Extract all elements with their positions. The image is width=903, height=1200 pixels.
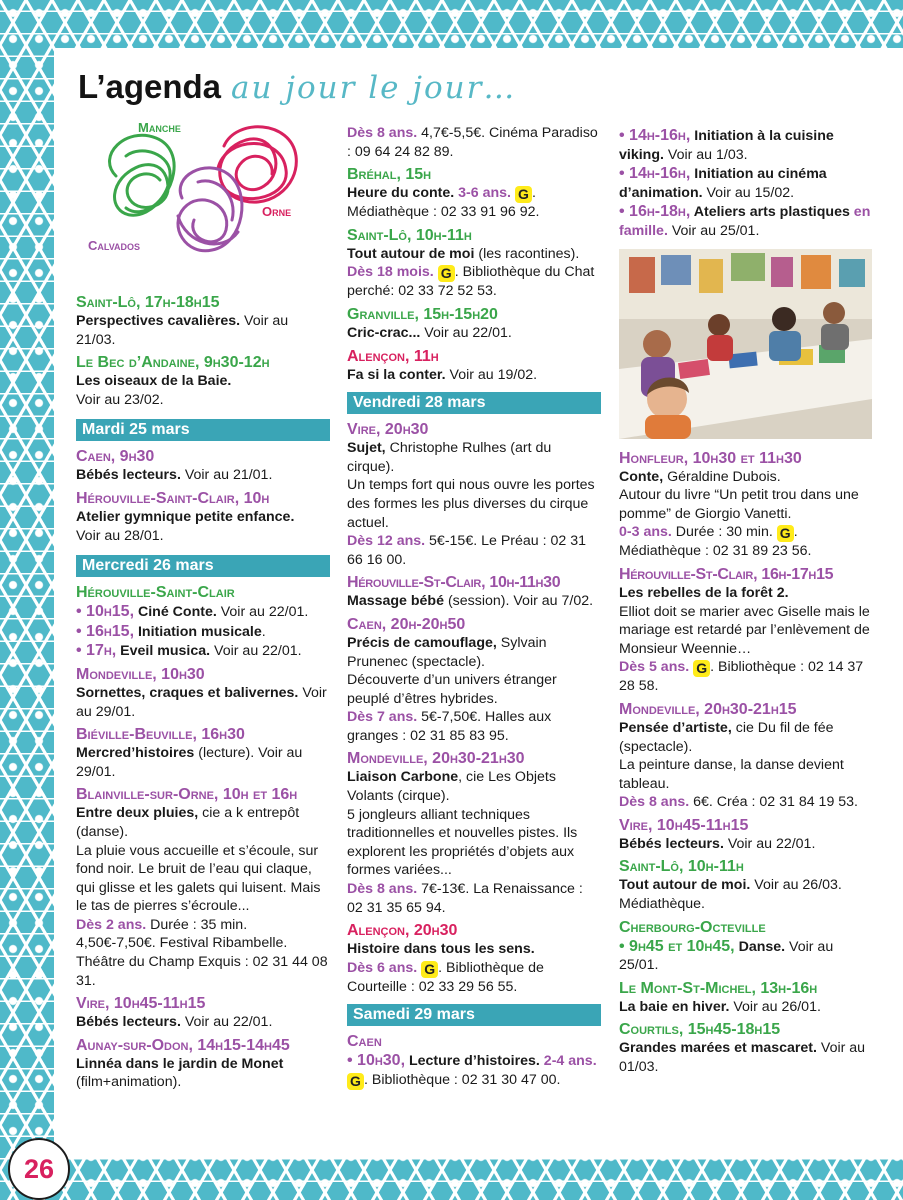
event-info: Voir au 15/02. (702, 184, 795, 201)
event-age: 2-4 ans. (539, 1053, 597, 1070)
event-practical: Durée : 35 min. 4,50€-7,50€. Festival Ribambelle. Théâtre du Champ Exquis : 02 31 44 08 31. (76, 916, 328, 989)
event-item (619, 918, 873, 975)
event-title: Mercred’histoires (76, 745, 195, 762)
event-location: Hérouville-St-Clair, 16h-17h15 (619, 565, 834, 583)
event-location: Cherbourg-Octeville (619, 918, 766, 936)
event-item (347, 749, 601, 917)
event-location: Courtils, 15h45-18h15 (619, 1021, 781, 1039)
event-practical: 5€-15€. Le Préau : 02 31 66 16 00. (347, 533, 587, 568)
event-info: Voir au 22/01. (723, 835, 816, 852)
title-main: L’agenda (78, 68, 222, 105)
event-title: Danse. (734, 938, 786, 955)
event-location: Honfleur, 10h30 et 11h30 (619, 449, 802, 467)
event-location: Caen, 9h30 (76, 448, 155, 466)
event-age: Dès 8 ans. (347, 125, 418, 141)
event-info: (les racontines). (474, 245, 580, 262)
event-time: • 9h45 et 10h45, (619, 937, 735, 955)
event-item (76, 1036, 330, 1092)
g-badge-icon: G (347, 1073, 364, 1090)
event-title: Les oiseaux de la Baie. (76, 373, 232, 390)
event-title: Cric-crac... (347, 324, 421, 341)
g-badge-icon: G (421, 961, 438, 978)
event-info: Voir au 25/01. (619, 938, 834, 974)
event-location: Hérouville-St-Clair, 10h-11h30 (347, 574, 561, 592)
event-item (347, 921, 601, 996)
event-title: Perspectives cavalières. (76, 313, 241, 329)
event-location: Biéville-Beuville, 16h30 (76, 726, 245, 744)
event-title: Sornettes, craques et balivernes. (76, 684, 299, 701)
day-header: Vendredi 28 mars (347, 392, 601, 414)
event-info: Sylvain Prunenec (spectacle). (347, 634, 547, 670)
event-item (619, 700, 873, 812)
event-info: Voir au 21/03. (76, 313, 289, 348)
event-item (347, 124, 601, 161)
event-info: Géraldine Dubois. (663, 468, 781, 485)
event-info: . (261, 623, 266, 640)
event-info: Voir au 26/01. (729, 998, 821, 1015)
event-practical: . Médiathèque : 02 33 91 96 92. (347, 185, 540, 221)
map-label-orne: Orne (262, 204, 292, 219)
event-age: Dès 8 ans. (347, 881, 418, 898)
event-item (619, 979, 873, 1017)
event-title: Les rebelles de la forêt 2. (619, 584, 789, 601)
event-info: cie Du fil de fée (spectacle). (619, 719, 834, 755)
event-location: Saint-Lô, 10h-11h (619, 858, 744, 876)
event-title: Liaison Carbone (347, 769, 459, 786)
event-time: • 17h, (76, 642, 117, 660)
event-description: Elliot doit se marier avec Giselle mais le mariage est retardé par l’enlèvement de Monsieur Weennie… (619, 603, 870, 657)
event-age: Dès 18 mois. (347, 264, 434, 281)
event-info: cie a k entrepôt (danse). (76, 805, 300, 840)
event-time: • 14h-16h, (619, 127, 691, 144)
event-info: (session). Voir au 7/02. (444, 593, 594, 610)
event-info: Voir au 28/01. (76, 527, 164, 544)
event-info: Voir au 23/02. (76, 391, 164, 408)
event-title: Fa si la conter. (347, 366, 446, 383)
event-title: Bébés lecteurs. (619, 835, 724, 852)
agenda-column-3 (619, 126, 873, 1081)
event-info: Voir au 21/01. (180, 467, 273, 484)
event-title: Heure du conte. (347, 185, 455, 202)
event-title: Initiation à la cuisine viking. (619, 128, 834, 163)
event-title: Lecture d’histoires. (405, 1053, 540, 1070)
g-badge-icon: G (438, 265, 455, 282)
day-header: Mercredi 26 mars (76, 555, 330, 577)
art-workshop-photo-image (619, 249, 872, 439)
event-practical: . Bibliothèque de Courteille : 02 33 29 56 55. (347, 959, 544, 995)
event-location: Alençon, 20h30 (347, 922, 458, 940)
agenda-column-2 (347, 124, 601, 1094)
g-badge-icon: G (515, 186, 532, 203)
event-title: La baie en hiver. (619, 998, 730, 1015)
event-time: • 16h15, (76, 622, 135, 640)
event-info: (film+animation). (76, 1074, 182, 1091)
event-info: Voir au 1/03. (663, 146, 748, 163)
event-title: Initiation musicale (134, 623, 262, 640)
event-practical: . Médiathèque : 02 31 89 23 56. (619, 524, 812, 560)
event-title: Atelier gymnique petite enfance. (76, 508, 295, 525)
workshop-photo (619, 249, 872, 439)
event-title: Initiation au cinéma d’animation. (619, 166, 827, 201)
event-description: La pluie vous accueille et s’écoule, sur fond noir. Le bruit de l’eau qui claque, qui glisse et les galets qui luisent. Mais le tas de pierres s’écroule... (76, 842, 321, 915)
event-title: Pensée d’artiste, (619, 719, 732, 736)
event-age: Dès 7 ans. (347, 709, 418, 726)
event-practical: 6€. Créa : 02 31 84 19 53. (689, 794, 858, 811)
event-age: Dès 12 ans. (347, 533, 426, 550)
event-age: Dès 6 ans. (347, 959, 418, 976)
event-item (347, 573, 601, 611)
day-header: Samedi 29 mars (347, 1004, 601, 1026)
event-info: Voir au 01/03. (619, 1040, 866, 1076)
event-info: Voir au 26/03. Médiathèque. (619, 877, 842, 913)
event-item (76, 583, 330, 661)
event-item (347, 165, 601, 222)
event-title: Précis de camouflage, (347, 634, 497, 651)
event-family-tag: en famille. (619, 204, 871, 239)
g-badge-icon: G (777, 525, 794, 542)
event-title: Linnéa dans le jardin de Monet (76, 1055, 284, 1072)
event-location: Vire, 10h45-11h15 (619, 816, 749, 834)
event-time: • 10h15, (76, 603, 135, 621)
event-practical: . Bibliothèque : 02 14 37 28 58. (619, 659, 864, 695)
event-location: Vire, 20h30 (347, 421, 429, 439)
page-title (78, 68, 516, 106)
event-location: Hérouville-Saint-Clair, 10h (76, 489, 270, 507)
event-title: Ateliers arts plastiques (690, 204, 850, 221)
event-title: Eveil musica. (116, 643, 211, 660)
event-location: Mondeville, 20h30-21h15 (619, 700, 797, 718)
event-time: • 10h30, (347, 1052, 406, 1070)
event-info: , cie Les Objets Volants (cirque). (347, 769, 556, 805)
event-time: • 14h-16h, (619, 165, 691, 183)
map-label-manche: Manche (138, 120, 181, 135)
event-practical: 4,7€-5,5€. Cinéma Paradiso : 09 64 24 82 89. (347, 125, 598, 160)
event-age: 0-3 ans. (619, 524, 672, 541)
event-practical: . Bibliothèque : 02 31 30 47 00. (364, 1072, 561, 1088)
event-age: Dès 2 ans. (76, 916, 147, 933)
event-item (76, 293, 330, 349)
event-location: Vire, 10h45-11h15 (76, 995, 206, 1013)
event-item (619, 1020, 873, 1076)
event-info: (lecture). Voir au 29/01. (76, 745, 303, 780)
event-item (619, 565, 873, 696)
event-info: Voir au 22/01. (210, 643, 302, 660)
event-location: Caen (347, 1033, 382, 1051)
event-info: Voir au 25/01. (667, 222, 760, 239)
event-item (76, 725, 330, 781)
event-item (76, 785, 330, 990)
event-description: La peinture danse, la danse devient tableau. (619, 757, 844, 792)
event-info: Voir au 19/02. (445, 366, 538, 383)
event-location: Alençon, 11h (347, 347, 439, 365)
page-number: 26 (8, 1138, 70, 1200)
event-title: Grandes marées et mascaret. (619, 1040, 817, 1057)
event-item (347, 226, 601, 301)
event-practical: Durée : 30 min. (671, 524, 773, 541)
event-age: Dès 8 ans. (619, 794, 690, 811)
event-item (347, 615, 601, 746)
event-practical: . Bibliothèque du Chat perché: 02 33 72 52 53. (347, 264, 595, 300)
event-item (347, 420, 601, 569)
event-item (619, 126, 873, 241)
g-badge-icon: G (693, 660, 710, 677)
event-title: Bébés lecteurs. (76, 1014, 181, 1031)
event-location: Granville, 15h-15h20 (347, 305, 498, 323)
event-title: Tout autour de moi. (619, 877, 751, 894)
event-title: Tout autour de moi (347, 245, 475, 262)
event-age: Dès 5 ans. (619, 659, 690, 676)
event-item (76, 994, 330, 1032)
event-item (619, 816, 873, 854)
event-location: Mondeville, 20h30-21h30 (347, 750, 525, 768)
event-practical: 5€-7,50€. Halles aux granges : 02 31 85 83 95. (347, 709, 552, 744)
event-location: Saint-Lô, 10h-11h (347, 226, 472, 244)
event-item (76, 489, 330, 545)
event-title: Sujet, (347, 440, 386, 457)
event-title: Bébés lecteurs. (76, 467, 181, 484)
event-title: Entre deux pluies, (76, 805, 199, 822)
event-info: Christophe Rulhes (art du cirque). (347, 440, 552, 475)
event-location: Blainville-sur-Orne, 10h et 16h (76, 786, 298, 804)
day-header: Mardi 25 mars (76, 419, 330, 441)
agenda-column-1 (76, 293, 330, 1096)
event-description: Un temps fort qui nous ouvre les portes des formes les plus diverses du cirque actuel. (347, 477, 595, 531)
event-title: Conte, (619, 468, 664, 485)
event-item (347, 1032, 601, 1090)
event-title: Ciné Conte. (134, 604, 217, 621)
event-location: Le Mont-St-Michel, 13h-16h (619, 979, 818, 997)
event-location: Hérouville-Saint-Clair (76, 584, 235, 602)
map-label-calvados: Calvados (88, 238, 141, 253)
event-description: 5 jongleurs alliant techniques traditionnelles et nouvelles pistes. Ils explorent les propriétés d’objets aux formes variées... (347, 806, 578, 879)
event-location: Caen, 20h-20h50 (347, 615, 466, 633)
event-title: Massage bébé (347, 593, 444, 610)
event-item (347, 347, 601, 385)
title-script: au jour le jour… (231, 70, 517, 106)
region-map (86, 116, 316, 266)
event-info: Voir au 22/01. (420, 324, 512, 341)
event-location: Bréhal, 15h (347, 166, 432, 184)
event-location: Saint-Lô, 17h-18h15 (76, 294, 220, 311)
event-age: 3-6 ans. (454, 185, 511, 202)
event-info: Voir au 22/01. (180, 1014, 273, 1031)
event-title: Histoire dans tous les sens. (347, 941, 535, 958)
event-time: • 16h-18h, (619, 203, 691, 221)
event-location: Le Bec d’Andaine, 9h30-12h (76, 354, 270, 372)
event-location: Aunay-sur-Odon, 14h15-14h45 (76, 1036, 290, 1054)
event-item (619, 857, 873, 913)
event-info: Voir au 29/01. (76, 684, 327, 720)
event-description: Découverte d’un univers étranger peuplé d’êtres hybrides. (347, 672, 557, 707)
event-practical: 7€-13€. La Renaissance : 02 31 35 65 94. (347, 881, 583, 916)
event-info: Voir au 22/01. (216, 604, 309, 621)
event-location: Mondeville, 10h30 (76, 665, 205, 683)
event-item (619, 449, 873, 561)
event-description: Autour du livre “Un petit trou dans une pomme” de Giorgio Vanetti. (619, 487, 859, 522)
event-item (347, 305, 601, 343)
event-item (76, 353, 330, 409)
event-item (76, 447, 330, 485)
event-item (76, 665, 330, 721)
